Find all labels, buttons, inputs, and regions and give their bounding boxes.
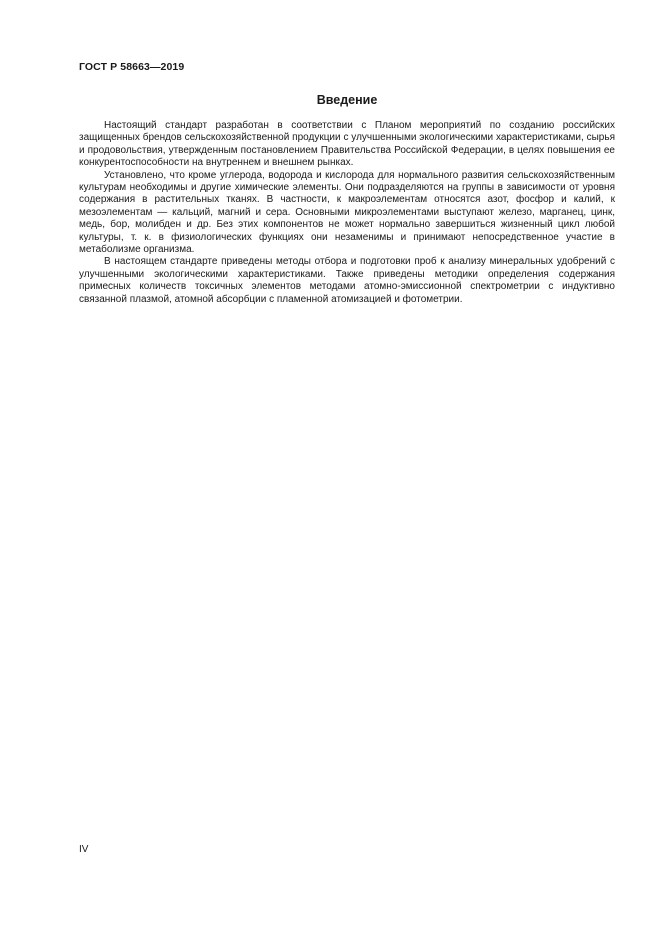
section-title: Введение xyxy=(316,93,378,107)
paragraph-1: Настоящий стандарт разработан в соответствии с Планом мероприятий по созданию российских защищенных брендов сельскохозяйственной продукции с улучшенными экологическими характеристиками, сырья и продовольствия, утвержденным постановлением Правительства Российской Федерации, в целях повышения ее конкурентоспособности на внутреннем и внешнем рынках. xyxy=(79,120,615,169)
paragraph-3: В настоящем стандарте приведены методы отбора и подготовки проб к анализу минеральных удобрений с улучшенными экологическими характеристиками. Также приведены методики определения содержания примесных количеств токсичных элементов методами атомно-эмиссионной спектрометрии с индуктивно связанной плазмой, атомной абсорбции с пламенной атомизацией и фотометрии. xyxy=(79,256,615,305)
standard-code: ГОСТ Р 58663—2019 xyxy=(79,61,185,73)
paragraph-2: Установлено, что кроме углерода, водорода и кислорода для нормального развития сельскохозяйственным культурам необходимы и другие химические элементы. Они подразделяются на группы в зависимости от уровня содержания в растительных тканях. В частности, к макроэлементам относятся азот, фосфор и калий, к мезоэлементам — кальций, магний и сера. Основными микроэлементами выступают железо, марганец, цинк, медь, бор, молибден и др. Без этих компонентов не может нормально завершиться жизненный цикл любой культуры, т. к. в физиологических функциях они незаменимы и принимают непосредственное участие в метаболизме организма. xyxy=(79,169,615,256)
page-number: IV xyxy=(79,844,89,855)
body-text xyxy=(79,120,615,306)
